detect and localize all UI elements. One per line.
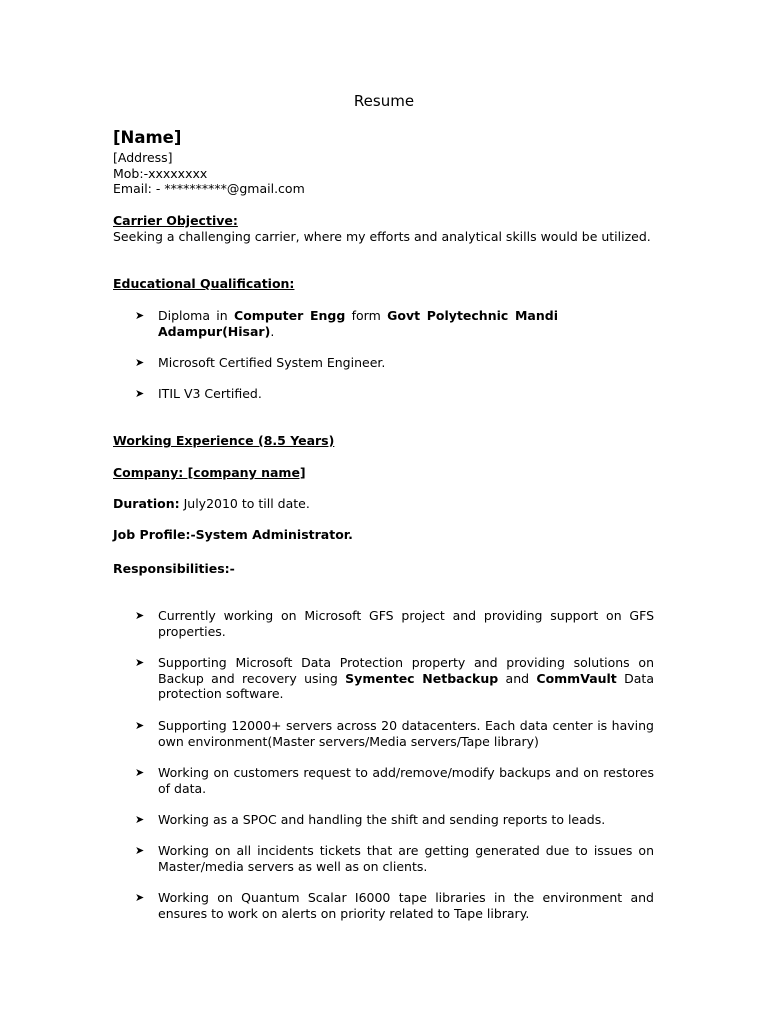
- bullet-arrow-icon: ➤: [135, 719, 145, 732]
- responsibility-text: Currently working on Microsoft GFS project and providing support on GFS properties.: [158, 608, 654, 639]
- email-value: **********@gmail.com: [164, 181, 305, 196]
- duration-label: Duration:: [113, 496, 180, 511]
- bullet-arrow-icon: ➤: [135, 844, 145, 857]
- mobile-label: Mob:-: [113, 165, 149, 181]
- contact-block: [113, 150, 654, 197]
- bullet-arrow-icon: ➤: [135, 309, 145, 322]
- bullet-arrow-icon: ➤: [135, 766, 145, 779]
- bold-run: Symentec Netbackup: [345, 670, 499, 686]
- job-profile-line: [113, 527, 654, 543]
- responsibility-text: Supporting 12000+ servers across 20 datacenters. Each data center is having own environment(Master servers/Media servers/Tape library): [158, 718, 654, 749]
- mobile-value: xxxxxxxx: [148, 165, 208, 181]
- bullet-arrow-icon: ➤: [135, 387, 145, 400]
- job-profile-value: System Administrator.: [195, 527, 353, 542]
- bullet-arrow-icon: ➤: [135, 356, 145, 369]
- objective-text: Seeking a challenging carrier, where my efforts and analytical skills would be utilized.: [113, 229, 651, 244]
- document-title: Resume: [353, 92, 415, 110]
- objective-heading: Carrier Objective:: [113, 213, 238, 228]
- text-run: .: [270, 323, 275, 339]
- responsibility-text: Working as a SPOC and handling the shift and sending reports to leads.: [158, 812, 606, 827]
- duration-value: July2010 to till date.: [179, 496, 310, 511]
- responsibility-text: [158, 655, 654, 702]
- experience-heading: Working Experience (8.5 Years): [113, 433, 335, 448]
- duration-line: [113, 496, 654, 512]
- bold-run: Govt Polytechnic Mandi Adampur(Hisar): [158, 308, 558, 339]
- education-item-text: Microsoft Certified System Engineer.: [158, 355, 386, 370]
- responsibilities-label: Responsibilities:-: [113, 561, 235, 576]
- candidate-name: [Name]: [113, 128, 182, 147]
- mobile-line: [113, 166, 654, 182]
- bullet-arrow-icon: ➤: [135, 656, 145, 669]
- company-line: Company: [company name]: [113, 465, 306, 480]
- education-item-text: [158, 308, 558, 339]
- bullet-arrow-icon: ➤: [135, 813, 145, 826]
- education-item-text: ITIL V3 Certified.: [158, 386, 262, 401]
- job-profile-label: Job Profile:-: [113, 527, 196, 542]
- address-line: [Address]: [113, 150, 173, 165]
- text-run: and: [498, 670, 537, 686]
- text-run: form: [345, 308, 388, 323]
- text-run: Data protection software.: [158, 670, 654, 701]
- responsibility-text: Working on all incidents tickets that are getting generated due to issues on Master/media servers as well as on clients.: [158, 843, 654, 874]
- bold-run: Computer Engg: [234, 308, 346, 323]
- responsibility-text: Working on customers request to add/remove/modify backups and on restores of data.: [158, 765, 654, 796]
- responsibilities-heading: [113, 561, 654, 577]
- bullet-arrow-icon: ➤: [135, 609, 145, 622]
- email-line: [113, 181, 654, 197]
- bold-run: CommVault: [536, 670, 617, 686]
- education-heading: Educational Qualification:: [113, 276, 295, 291]
- email-label: Email: -: [113, 181, 165, 196]
- text-run: Supporting Microsoft Data Protection property and providing solutions on Backup and recovery using: [158, 655, 654, 686]
- text-run: Diploma in: [158, 308, 235, 323]
- bullet-arrow-icon: ➤: [135, 891, 145, 904]
- responsibility-text: Working on Quantum Scalar I6000 tape libraries in the environment and ensures to work on alerts on priority related to Tape library.: [158, 890, 654, 921]
